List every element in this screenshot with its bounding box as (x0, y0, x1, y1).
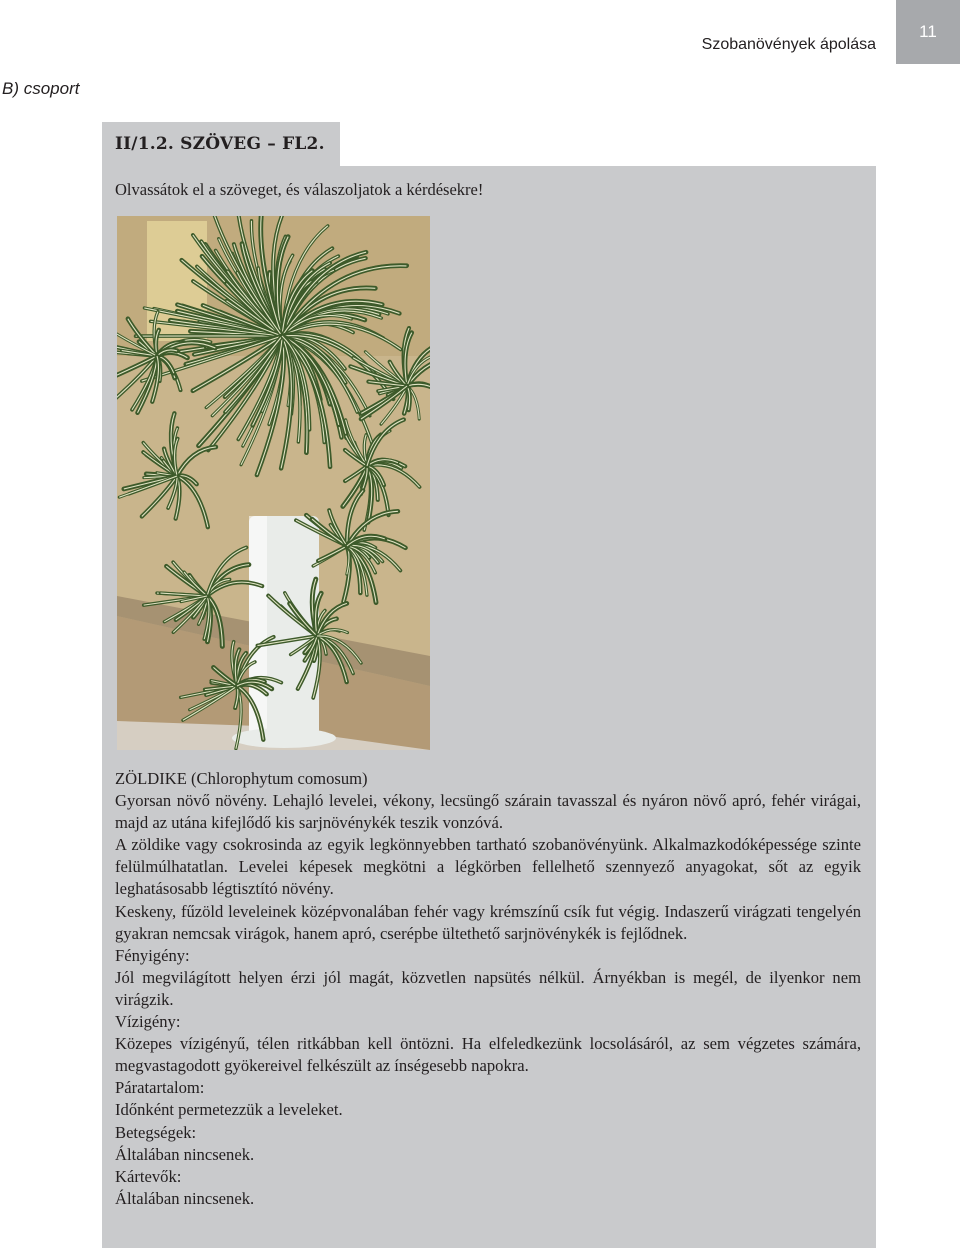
humidity-heading: Páratartalom: (115, 1078, 205, 1098)
adaptability-paragraph: A zöldike vagy csokrosinda az egyik legkönnyebben tartható szobanövényünk. Alkalmazkodóképessége szinte felülmúlhatatlan. Levelei képesek megkötni a légkörben fellelhető szennyező anyagokat, sőt az egyik leghatásosabb légtisztító növény. (115, 835, 861, 899)
disease-text: Általában nincsenek. (115, 1144, 255, 1164)
light-heading: Fényigény: (115, 945, 190, 965)
plant-name: ZÖLDIKE (Chlorophytum comosum) (115, 769, 368, 788)
instruction-text: Olvassátok el a szöveget, és válaszoljatok a kérdésekre! (115, 180, 484, 199)
running-title: Szobanövények ápolása (701, 36, 876, 53)
section-title: II/1.2. SZÖVEG – FL2. (102, 122, 340, 168)
intro-paragraph: Gyorsan növő növény. Lehajló levelei, vékony, lecsüngő szárain tavasszal és nyáron növő apró, fehér virágai, majd az utána kifejlődő kis sarjnövénykék teszik vonzóvá. (115, 791, 861, 833)
disease-heading: Betegségek: (115, 1122, 197, 1142)
spider-plant-image (117, 216, 430, 750)
pest-heading: Kártevők: (115, 1166, 182, 1186)
group-label: B) csoport (2, 79, 80, 98)
page-number: 11 (896, 0, 960, 64)
plant-photo (117, 216, 430, 750)
water-text: Közepes vízigényű, télen ritkábban kell öntözni. Ha elfeledkezünk locsolásáról, az sem végzetes számára, megvastagodott gyökereivel felkészült az ínségesebb napokra. (115, 1034, 861, 1076)
water-heading: Vízigény: (115, 1012, 181, 1032)
pest-text: Általában nincsenek. (115, 1188, 255, 1208)
humidity-text: Időnként permetezzük a leveleket. (115, 1100, 343, 1120)
leaves-paragraph: Keskeny, fűzöld leveleinek középvonalában fehér vagy krémszínű csík fut végig. Indaszerű virágzati tengelyén gyakran nemcsak virágok, hanem apró, cserépbe ültethető sarjnövénykék is fejlődnek. (115, 901, 861, 943)
light-text: Jól megvilágított helyen érzi jól magát, közvetlen napsütés nélkül. Árnyékban is megél, de ilyenkor nem virágzik. (115, 967, 861, 1009)
article (115, 768, 861, 1210)
